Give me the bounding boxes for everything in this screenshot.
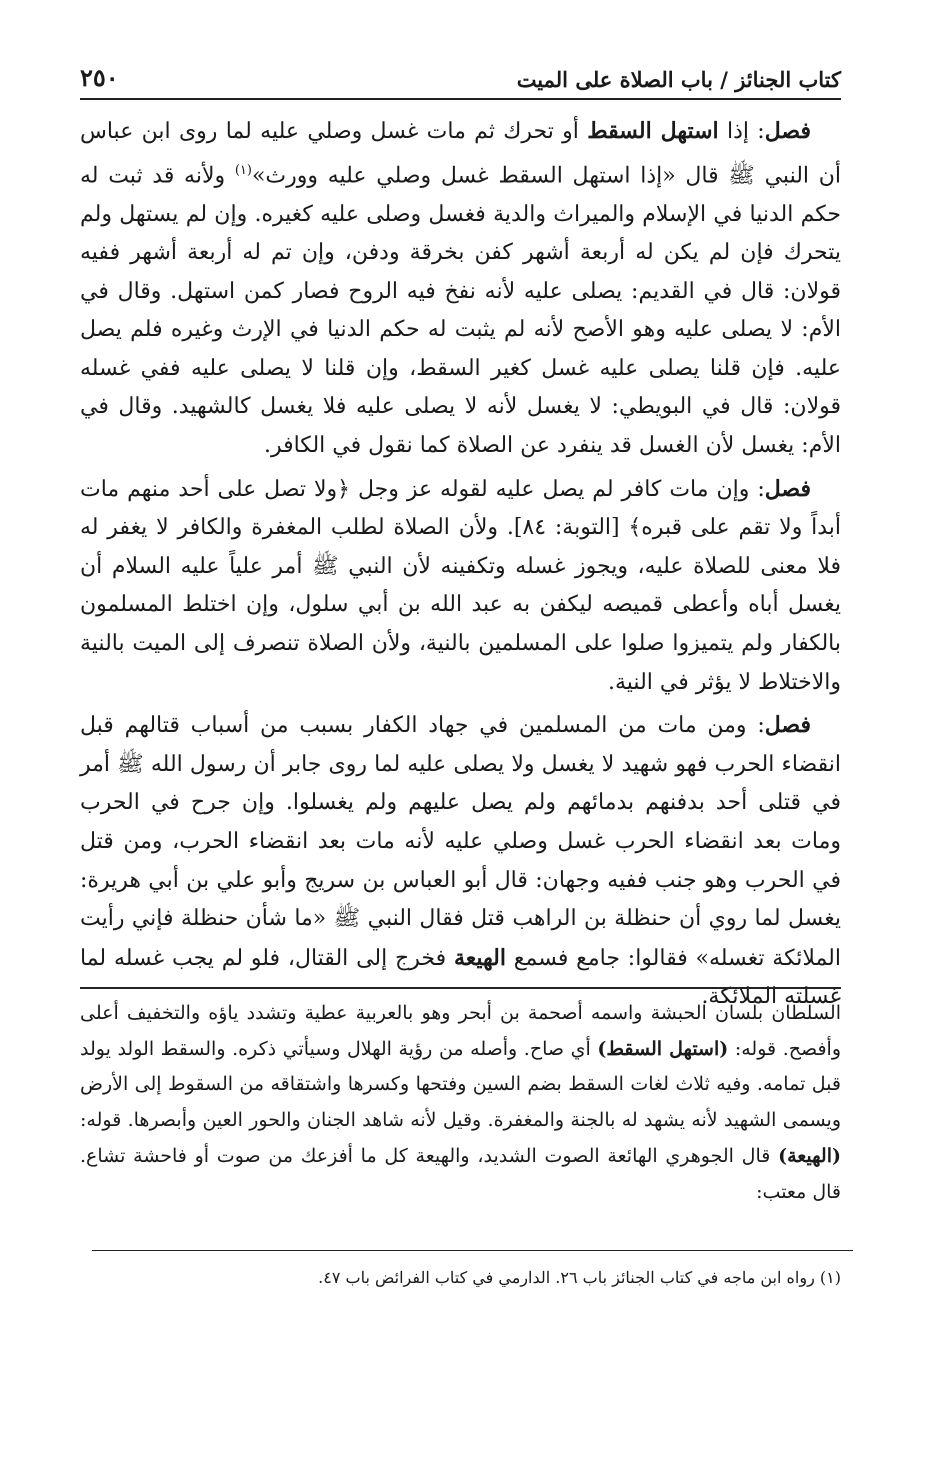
text-run: أو تحرك ثم مات غسل وصلي عليه لما روى ابن عباس أن النبي ﷺ قال «إذا استهل السقط غسل وصلي عليه وورث» — [80, 119, 841, 188]
commentary-divider — [80, 987, 841, 989]
text-run: قال الجوهري الهائعة الصوت الشديد، والهيعة كل ما أفزعك من صوت أو فاحشة تشاع. قال معتب: — [80, 1144, 841, 1203]
section-heading: فصل — [764, 712, 811, 739]
text-run: : ومن مات من المسلمين في جهاد الكفار بسبب من أسباب قتالهم قبل انقضاء الحرب فهو شهيد لا يغسل ولا يصلى عليه لما روى جابر أن رسول الله ﷺ أمر في قتلى أحد بدفنهم بدمائهم ولم يصل عليهم ولم يغسلوا. وإن جرح في الحرب ومات بعد انقضاء الحرب غسل وصلي عليه لأنه مات بعد انقضاء الحرب، ومن قتل في الحرب وهو جنب ففيه وجهان: قال أبو العباس بن سريج وأبو علي بن أبي هريرة: يغسل لما روي أن حنظلة بن الراهب قتل فقال النبي ﷺ «ما شأن حنظلة فإني رأيت الملائكة تغسله» فقالوا: جامع فسمع — [80, 713, 842, 971]
paragraph — [80, 470, 841, 703]
text-run: : إذا — [718, 119, 765, 144]
bold-term: (الهيعة) — [778, 1144, 841, 1167]
footnote-divider — [92, 1250, 853, 1251]
commentary-paragraph — [80, 996, 841, 1210]
text-run: ولأنه قد ثبت له حكم الدنيا في الإسلام والميراث والدية فغسل وصلى عليه كغيره. وإن لم يستهل ولم يتحرك فإن لم يكن له أربعة أشهر كفن بخرقة ودفن، وإن تم له أربعة أشهر ففيه قولان: قال في القديم: يصلى عليه لأنه نفخ فيه الروح فصار كمن استهل. وقال في الأم: لا يصلى عليه وهو الأصح لأنه لم يثبت له حكم الدنيا في الإرث وغيره فلم يصل عليه. فإن قلنا يصلى عليه غسل كغير السقط، وإن قلنا لا يصلى عليه ففي غسله قولان: قال في البويطي: لا يغسل لأنه لا يصلى عليه فلا يغسل كالشهيد. وقال في الأم: يغسل لأن الغسل قد ينفرد عن الصلاة كما نقول في الكافر. — [80, 162, 841, 459]
commentary — [80, 996, 841, 1210]
text-run: : وإن مات كافر لم يصل عليه لقوله عز وجل ﴿ولا تصل على أحد منهم مات أبداً ولا تقم على قبره﴾ [التوبة: ٨٤]. ولأن الصلاة لطلب المغفرة والكافر لا يغفر له فلا معنى للصلاة عليه، ويجوز غسله وتكفينه لأن النبي ﷺ أمر علياً عليه السلام أن يغسل أباه وأعطى قميصه ليكفن به عبد الله بن أبي سلول، وإن اختلط المسلمون بالكفار ولم يتميزوا صلوا على المسلمين بالنية، ولأن الصلاة تنصرف إلى الميت بالنية والاختلاط لا يؤثر في النية. — [80, 476, 842, 695]
footnotes — [80, 1264, 841, 1292]
main-text — [80, 112, 841, 1021]
bold-term: (استهل السقط) — [597, 1037, 729, 1060]
paragraph — [80, 706, 841, 1017]
bold-term: الهيعة — [453, 944, 506, 971]
footnote — [80, 1264, 841, 1292]
section-heading: فصل — [764, 118, 811, 144]
bold-term: استهل السقط — [587, 118, 719, 144]
footnote-ref: (١) — [234, 162, 252, 178]
footnote-marker: (١) — [819, 1268, 841, 1287]
section-heading: فصل — [764, 475, 811, 502]
page-number: ٢٥٠ — [80, 63, 119, 92]
text-run: السلطان بلسان الحبشة واسمه أصحمة بن أبحر وهو بالعربية عطية وتشدد ياؤه والتخفيف أعلى وأفصح. قوله: — [80, 1002, 842, 1060]
chapter-title: كتاب الجنائز / باب الصلاة على الميت — [516, 67, 841, 92]
text-run: فخرج إلى القتال، فلو لم يجب غسله لما غسلته الملائكة. — [80, 945, 841, 1010]
footnote-text: رواه ابن ماجه في كتاب الجنائز باب ٢٦. الدارمي في كتاب الفرائض باب ٤٧. — [318, 1268, 815, 1287]
paragraph — [80, 112, 841, 466]
text-run: أي صاح. وأصله من رؤية الهلال وسيأتي ذكره. والسقط الولد يولد قبل تمامه. وفيه ثلاث لغات السقط بضم السين وفتحها وكسرها واشتقاقه من السقوط إلى الأرض ويسمى الشهيد لأنه يشهد له بالجنة والمغفرة. وقيل لأنه شاهد الجنان والحور العين وأبصرها. قوله: — [80, 1037, 841, 1132]
running-header — [80, 60, 841, 100]
